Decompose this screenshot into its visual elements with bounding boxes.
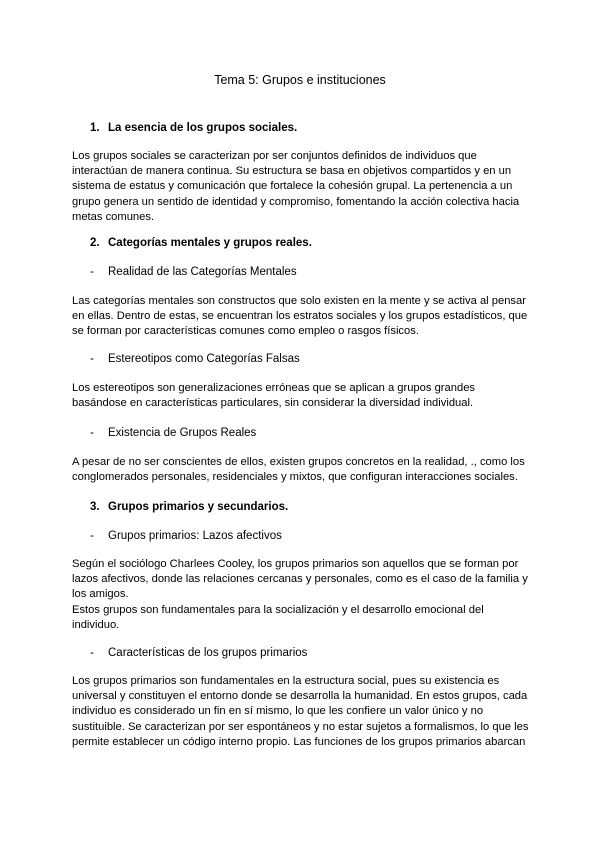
subheading-caracteristicas [90,645,307,661]
paragraph-text: Los grupos primarios son fundamentales en la estructura social, pues su existencia es universal y constituyen el entorno donde se desarrolla la humanidad. En estos grupos, cada individuo es considerado un fin en sí mismo, lo que les confiere un valor único y no sustituible. Se caracterizan por ser espontáneos y no estar sujetos a formalismos, lo que les permite establecer un código interno propio. Las funciones de los grupos primarios abarcan [72,675,529,748]
section-number: 2. [90,237,100,249]
section-title: Grupos primarios y secundarios. [108,501,289,513]
list-dash: - [90,647,94,659]
subheading-text: Realidad de las Categorías Mentales [108,266,297,278]
subheading-lazos-afectivos [90,528,282,544]
section-title: La esencia de los grupos sociales. [108,122,298,134]
section-heading-1 [90,120,297,136]
section-number: 1. [90,122,100,134]
list-dash: - [90,427,94,439]
subheading-text: Características de los grupos primarios [108,647,308,659]
subheading-text: Existencia de Grupos Reales [108,427,257,439]
paragraph-text: Estos grupos son fundamentales para la socialización y el desarrollo emocional del individuo. [72,603,484,631]
paragraph-realidad [72,294,530,340]
list-dash: - [90,266,94,278]
section-title: Categorías mentales y grupos reales. [108,237,312,249]
subheading-realidad [90,264,297,280]
subheading-estereotipos [90,351,300,367]
paragraph-text: Los estereotipos son generalizaciones erróneas que se aplican a grupos grandes basándose en características particulares, sin considerar la diversidad individual. [72,382,476,410]
paragraph-lazos-afectivos [72,557,530,633]
section-number: 3. [90,501,100,513]
section-heading-3 [90,499,288,515]
paragraph-grupos-reales [72,455,530,485]
paragraph-estereotipos [72,381,530,411]
paragraph-caracteristicas [72,674,530,750]
list-dash: - [90,353,94,365]
page-title: Tema 5: Grupos e instituciones [214,73,386,87]
paragraph-esencia [72,149,530,225]
subheading-text: Grupos primarios: Lazos afectivos [108,530,282,542]
paragraph-text: A pesar de no ser conscientes de ellos, existen grupos concretos en la realidad, ., como los conglomerados personales, residenciales y mixtos, que configuran interacciones sociales. [72,456,525,484]
paragraph-text: Las categorías mentales son constructos que solo existen en la mente y se activa al pensar en ellas. Dentro de estas, se encuentran los estratos sociales y los grupos estadísticos, que se forman por características comunes como empleo o rasgos físicos. [72,295,528,338]
section-heading-2 [90,235,312,251]
subheading-grupos-reales [90,425,256,441]
list-dash: - [90,530,94,542]
paragraph-text: Según el sociólogo Charlees Cooley, los grupos primarios son aquellos que se forman por lazos afectivos, donde las relaciones cercanas y personales, como es el caso de la familia y los amigos. [72,558,528,601]
subheading-text: Estereotipos como Categorías Falsas [108,353,300,365]
paragraph-text: Los grupos sociales se caracterizan por ser conjuntos definidos de individuos que interactúan de manera continua. Su estructura se basa en objetivos compartidos y en un sistema de estatus y comunicación que fortalece la cohesión grupal. La pertenencia a un grupo genera un sentido de identidad y compromiso, fomentando la acción colectiva hacia metas comunes. [72,150,520,223]
